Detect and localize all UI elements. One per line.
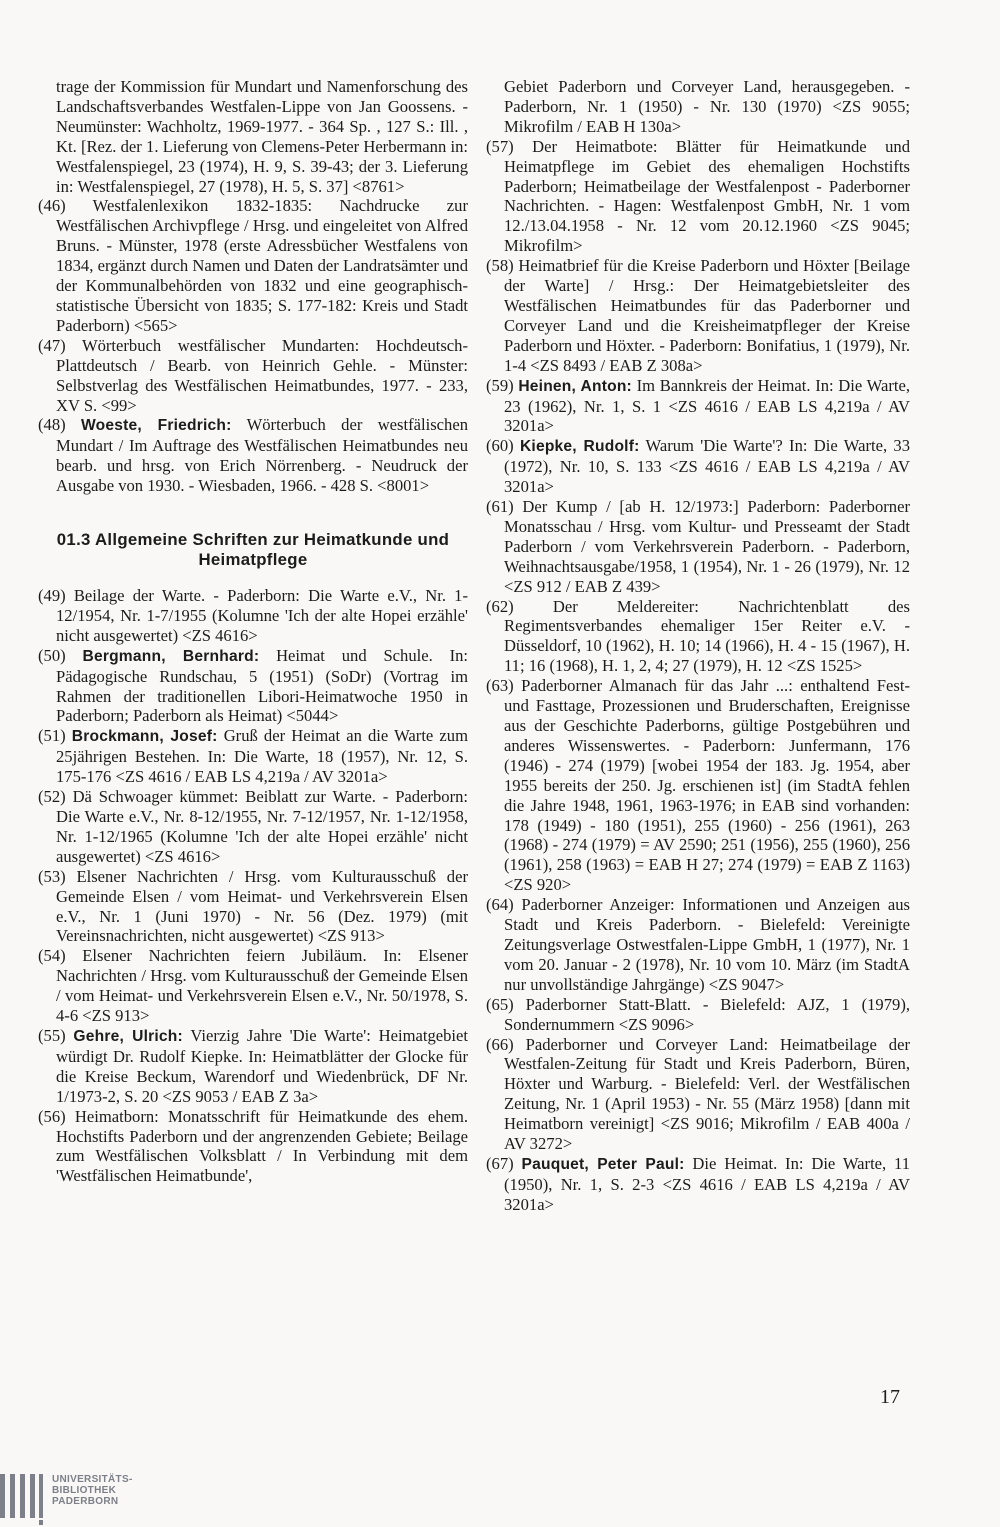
entry-number: (59): [486, 375, 514, 395]
entry-number: (62): [486, 596, 514, 616]
entry-number: (55): [38, 1025, 66, 1045]
entry-text: Der Heimatbote: Blätter für Heimatkunde und Heimatpflege im Gebiet des ehemaligen Hochstifts Paderborn; Heimatbeilage der Westfalenpost - Paderborner Nachrichten. - Hagen: Westfalenpost GmbH, Nr. 1 vom 12./13.04.1958 - Nr. 12 vom 20.12.1960 <ZS 9045; Mikrofilm>: [504, 136, 910, 256]
entry-text: Der Meldereiter: Nachrichtenblatt des Regimentsverbandes ehemaliger 15er Reiter e.V. - Düsseldorf, 10 (1962), H. 10; 14 (1966), H. 4 - 15 (1967), H. 11; 16 (1968), H. 1, 2, 4; 27 (1979), H. 12 <ZS 1525>: [504, 596, 910, 676]
entry-number: (48): [38, 415, 66, 435]
bibliography-entry: [38, 415, 468, 496]
entry-text: Heimatborn: Monatsschrift für Heimatkunde des ehem. Hochstifts Paderborn und der angrenzenden Gebiete; Beilage zum Westfälischen Volksblatt / In Verbindung mit dem 'Westfälischen Heimatbunde',: [56, 1106, 468, 1186]
bibliography-entry: [486, 376, 910, 437]
entry-text: Der Kump / [ab H. 12/1973:] Paderborn: Paderborner Monatsschau / Hrsg. vom Kultur- und Presseamt der Stadt Paderborn / vom Verkehrsverein Paderborn. - Paderborn, Weihnachtsausgabe/1958, 1 (1954), Nr. 1 - 26 (1979), Nr. 12 <ZS 912 / EAB Z 439>: [504, 497, 910, 596]
entry-number: (51): [38, 726, 66, 746]
entry-text: Dä Schwoager kümmet: Beiblatt zur Warte. - Paderborn: Die Warte e.V., Nr. 8-12/1955, Nr. 7-12/1957, Nr. 1-12/1958, Nr. 1-12/1965 (Kolumne 'Ich der alte Hopei erzähle' nicht ausgewertet) <ZS 4616>: [56, 787, 468, 866]
bibliography-entry: [38, 1026, 468, 1107]
library-logo-icon: [0, 1474, 48, 1526]
entries-after-heading: [38, 586, 468, 1186]
entry-number: (61): [486, 497, 514, 517]
bibliography-entry: [486, 137, 910, 256]
bibliography-entry: [38, 586, 468, 646]
entry-text: Gruß der Heimat an die Warte zum 25jährigen Bestehen. In: Die Warte, 18 (1957), Nr. 12, S. 175-176 <ZS 4616 / EAB LS 4,219a / AV 3201a>: [56, 726, 468, 787]
bibliography-entry: [486, 995, 910, 1035]
bibliography-entry: [38, 726, 468, 787]
entry-text: Beilage der Warte. - Paderborn: Die Warte e.V., Nr. 1-12/1954, Nr. 1-7/1955 (Kolumne 'Ich der alte Hopei erzähle' nicht ausgewertet) <ZS 4616>: [56, 586, 468, 645]
entry-author: Woeste, Friedrich:: [81, 417, 232, 435]
left-column: [38, 77, 468, 1186]
bibliography-entry: [38, 946, 468, 1026]
entry-number: (58): [486, 256, 514, 276]
bibliography-entry: [486, 1035, 910, 1154]
entry-author: Kiepke, Rudolf:: [519, 438, 640, 456]
library-logo-line: BIBLIOTHEK: [52, 1485, 117, 1496]
bibliography-entry: [486, 676, 910, 895]
entry-text: Im Bannkreis der Heimat. In: Die Warte, 23 (1962), Nr. 1, S. 1 <ZS 4616 / EAB LS 4,219a / AV 3201a>: [504, 375, 910, 436]
entry-text: Elsener Nachrichten feiern Jubiläum. In: Elsener Nachrichten / Hrsg. vom Kulturausschuß der Gemeinde Elsen / vom Heimat- und Verkehrsverein Elsen e.V., Nr. 50/1978, S. 4-6 <ZS 913>: [56, 946, 468, 1026]
entry-number: (53): [38, 866, 66, 886]
bibliography-entry: [486, 1154, 910, 1215]
continuation-text: trage der Kommission für Mundart und Namenforschung des Landschaftsverbandes Westfalen-Lippe von Jan Goossens. - Neumünster: Wachholtz, 1969-1977. - 364 Sp. , 127 S.: Ill. , Kt. [Rez. der 1. Lieferung von Clemens-Peter Herbermann in: Westfalenspiegel, 23 (1974), H. 9, S. 39-43; der 3. Lieferung in: Westfalenspiegel, 27 (1978), H. 5, S. 37] <8761>: [56, 77, 468, 196]
entry-number: (47): [38, 335, 66, 355]
entry-text: Paderborner und Corveyer Land: Heimatbeilage der Westfalen-Zeitung für Stadt und Kreis Paderborn, Büren, Höxter und Warburg. - Bielefeld: Verl. der Westfälischen Zeitung, Nr. 1 (April 1953) - Nr. 55 (März 1958) [dann mit Heimatborn vereinigt] <ZS 9016; Mikrofilm / EAB 400a / AV 3272>: [504, 1034, 910, 1154]
entry-text: Heimatbrief für die Kreise Paderborn und Höxter [Beilage der Warte] / Hrsg.: Der Heimatgebietsleiter des Westfälischen Heimatbundes für das Paderborner und Corveyer Land und die Kreisheimatpfleger der Kreise Paderborn und Höxter. - Paderborn: Bonifatius, 1 (1979), Nr. 1-4 <ZS 8493 / EAB Z 308a>: [504, 256, 910, 375]
entry-number: (66): [486, 1034, 514, 1054]
entry-text: Paderborner Anzeiger: Informationen und Anzeigen aus Stadt und Kreis Paderborn. - Bielefeld: Vereinigte Zeitungsverlage Ostwestfalen-Lippe GmbH, 1 (1977), Nr. 1 vom 20. Januar - 2 (1978), Nr. 10 vom 10. März (im StadtA nur unvollständige Jahrgänge) <ZS 9047>: [504, 895, 910, 994]
entry-number: (49): [38, 586, 66, 606]
entry-number: (64): [486, 895, 514, 915]
entry-author: Pauquet, Peter Paul:: [521, 1155, 685, 1173]
entry-number: (65): [486, 994, 514, 1014]
bibliography-entry: [38, 867, 468, 947]
bibliography-entry: [38, 787, 468, 867]
entry-text: Paderborner Statt-Blatt. - Bielefeld: AJZ, 1 (1979), Sondernummern <ZS 9096>: [504, 994, 910, 1034]
bibliography-entry: [486, 895, 910, 995]
bibliography-entry: [38, 336, 468, 416]
bibliography-entry: [38, 646, 468, 727]
entry-text: Warum 'Die Warte'? In: Die Warte, 33 (1972), Nr. 10, S. 133 <ZS 4616 / EAB LS 4,219a / AV 3201a>: [504, 436, 910, 497]
bibliography-entry: [486, 256, 910, 375]
entry-number: (57): [486, 136, 514, 156]
entry-text: Die Heimat. In: Die Warte, 11 (1950), Nr. 1, S. 2-3 <ZS 4616 / EAB LS 4,219a / AV 3201a>: [504, 1153, 911, 1214]
entry-number: (60): [486, 436, 514, 456]
entry-number: (46): [38, 196, 66, 216]
library-logo-text: [52, 1474, 133, 1507]
entry-number: (54): [38, 946, 66, 966]
entry-text: Elsener Nachrichten / Hrsg. vom Kulturausschuß der Gemeinde Elsen / vom Heimat- und Verkehrsverein Elsen e.V., Nr. 1 (Juni 1970) - Nr. 56 (Dez. 1979) (mit Vereinsnachrichten, nicht ausgewertet) <ZS 913>: [56, 866, 468, 946]
library-logo-line: UNIVERSITÄTS-: [52, 1474, 133, 1485]
library-logo-line: PADERBORN: [52, 1496, 119, 1507]
entry-number: (56): [38, 1106, 66, 1126]
entry-number: (52): [38, 787, 66, 807]
bibliography-entry: [486, 497, 910, 597]
entry-number: (50): [38, 645, 66, 665]
page-number: 17: [880, 1386, 900, 1408]
entry-author: Gehre, Ulrich:: [73, 1027, 183, 1045]
section-heading: 01.3 Allgemeine Schriften zur Heimatkunde und Heimatpflege: [56, 530, 450, 570]
entry-author: Brockmann, Josef:: [71, 728, 218, 746]
entries-before-heading: [38, 196, 468, 496]
entry-text: Vierzig Jahre 'Die Warte': Heimatgebiet würdigt Dr. Rudolf Kiepke. In: Heimatblätter der Glocke für die Kreise Beckum, Warendorf und Wiedenbrück, DF Nr. 1/1973-2, S. 20 <ZS 9053 / EAB Z 3a>: [56, 1025, 468, 1106]
entry-author: Bergmann, Bernhard:: [82, 647, 260, 665]
bibliography-entry: [38, 196, 468, 335]
entry-text: Wörterbuch der westfälischen Mundart / Im Auftrage des Westfälischen Heimatbundes neu bearb. und hrsg. von Erich Nörrenberg. - Neudruck der Ausgabe von 1930. - Wiesbaden, 1966. - 428 S. <8001>: [56, 415, 468, 496]
entry-text: Heimat und Schule. In: Pädagogische Rundschau, 5 (1951) (SoDr) (Vortrag im Rahmen der traditionellen Libori-Heimatwoche 1950 in Paderborn; Paderborn als Heimat) <5044>: [56, 645, 469, 726]
bibliography-entry: [38, 1107, 468, 1187]
entry-number: (67): [486, 1153, 514, 1173]
library-logo: [0, 1470, 160, 1527]
bibliography-entry: [486, 597, 910, 677]
right-entries: [486, 137, 910, 1215]
right-column: [486, 77, 910, 1215]
entry-text: Westfalenlexikon 1832-1835: Nachdrucke zur Westfälischen Archivpflege / Hrsg. und eingeleitet von Alfred Bruns. - Münster, 1978 (erste Adressbücher Westfalens von 1834, ergänzt durch Namen und Daten der Landratsämter und der Kommunalbehörden von 1832 und eine geographisch-statistische Übersicht von 1835; S. 177-182: Kreis und Stadt Paderborn) <565>: [56, 196, 468, 335]
continuation-text: Gebiet Paderborn und Corveyer Land, herausgegeben. - Paderborn, Nr. 1 (1950) - Nr. 130 (1970) <ZS 9055; Mikrofilm / EAB H 130a>: [504, 77, 910, 136]
entry-text: Wörterbuch westfälischer Mundarten: Hochdeutsch-Plattdeutsch / Bearb. von Heinrich Gehle. - Münster: Selbstverlag des Westfälischen Heimatbundes, 1977. - 233, XV S. <99>: [56, 335, 468, 415]
entry-author: Heinen, Anton:: [518, 377, 632, 395]
entry-text: Paderborner Almanach für das Jahr ...: enthaltend Fest- und Fasttage, Prozessionen und Bruderschaften, Ereignisse aus der Geschichte Paderborns, gültige Postgebühren und anderes Wissenswertes. - Paderborn: Junfermann, 176 (1946) - 274 (1979) [wobei 1954 der 183. Jg. 1954, aber 1955 bereits der 250. Jg. erschienen ist] (im StadtA fehlen die Jahre 1948, 1961, 1963-1976; in EAB sind vorhanden: 178 (1949) - 180 (1951), 255 (1960) - 256 (1961), 263 (1968) - 274 (1979) = AV 2590; 251 (1956), 255 (1960), 256 (1961), 258 (1963) = EAB H 27; 274 (1979) = EAB Z 1163) <ZS 920>: [504, 676, 910, 895]
bibliography-entry: [486, 436, 910, 497]
entry-number: (63): [486, 676, 514, 696]
